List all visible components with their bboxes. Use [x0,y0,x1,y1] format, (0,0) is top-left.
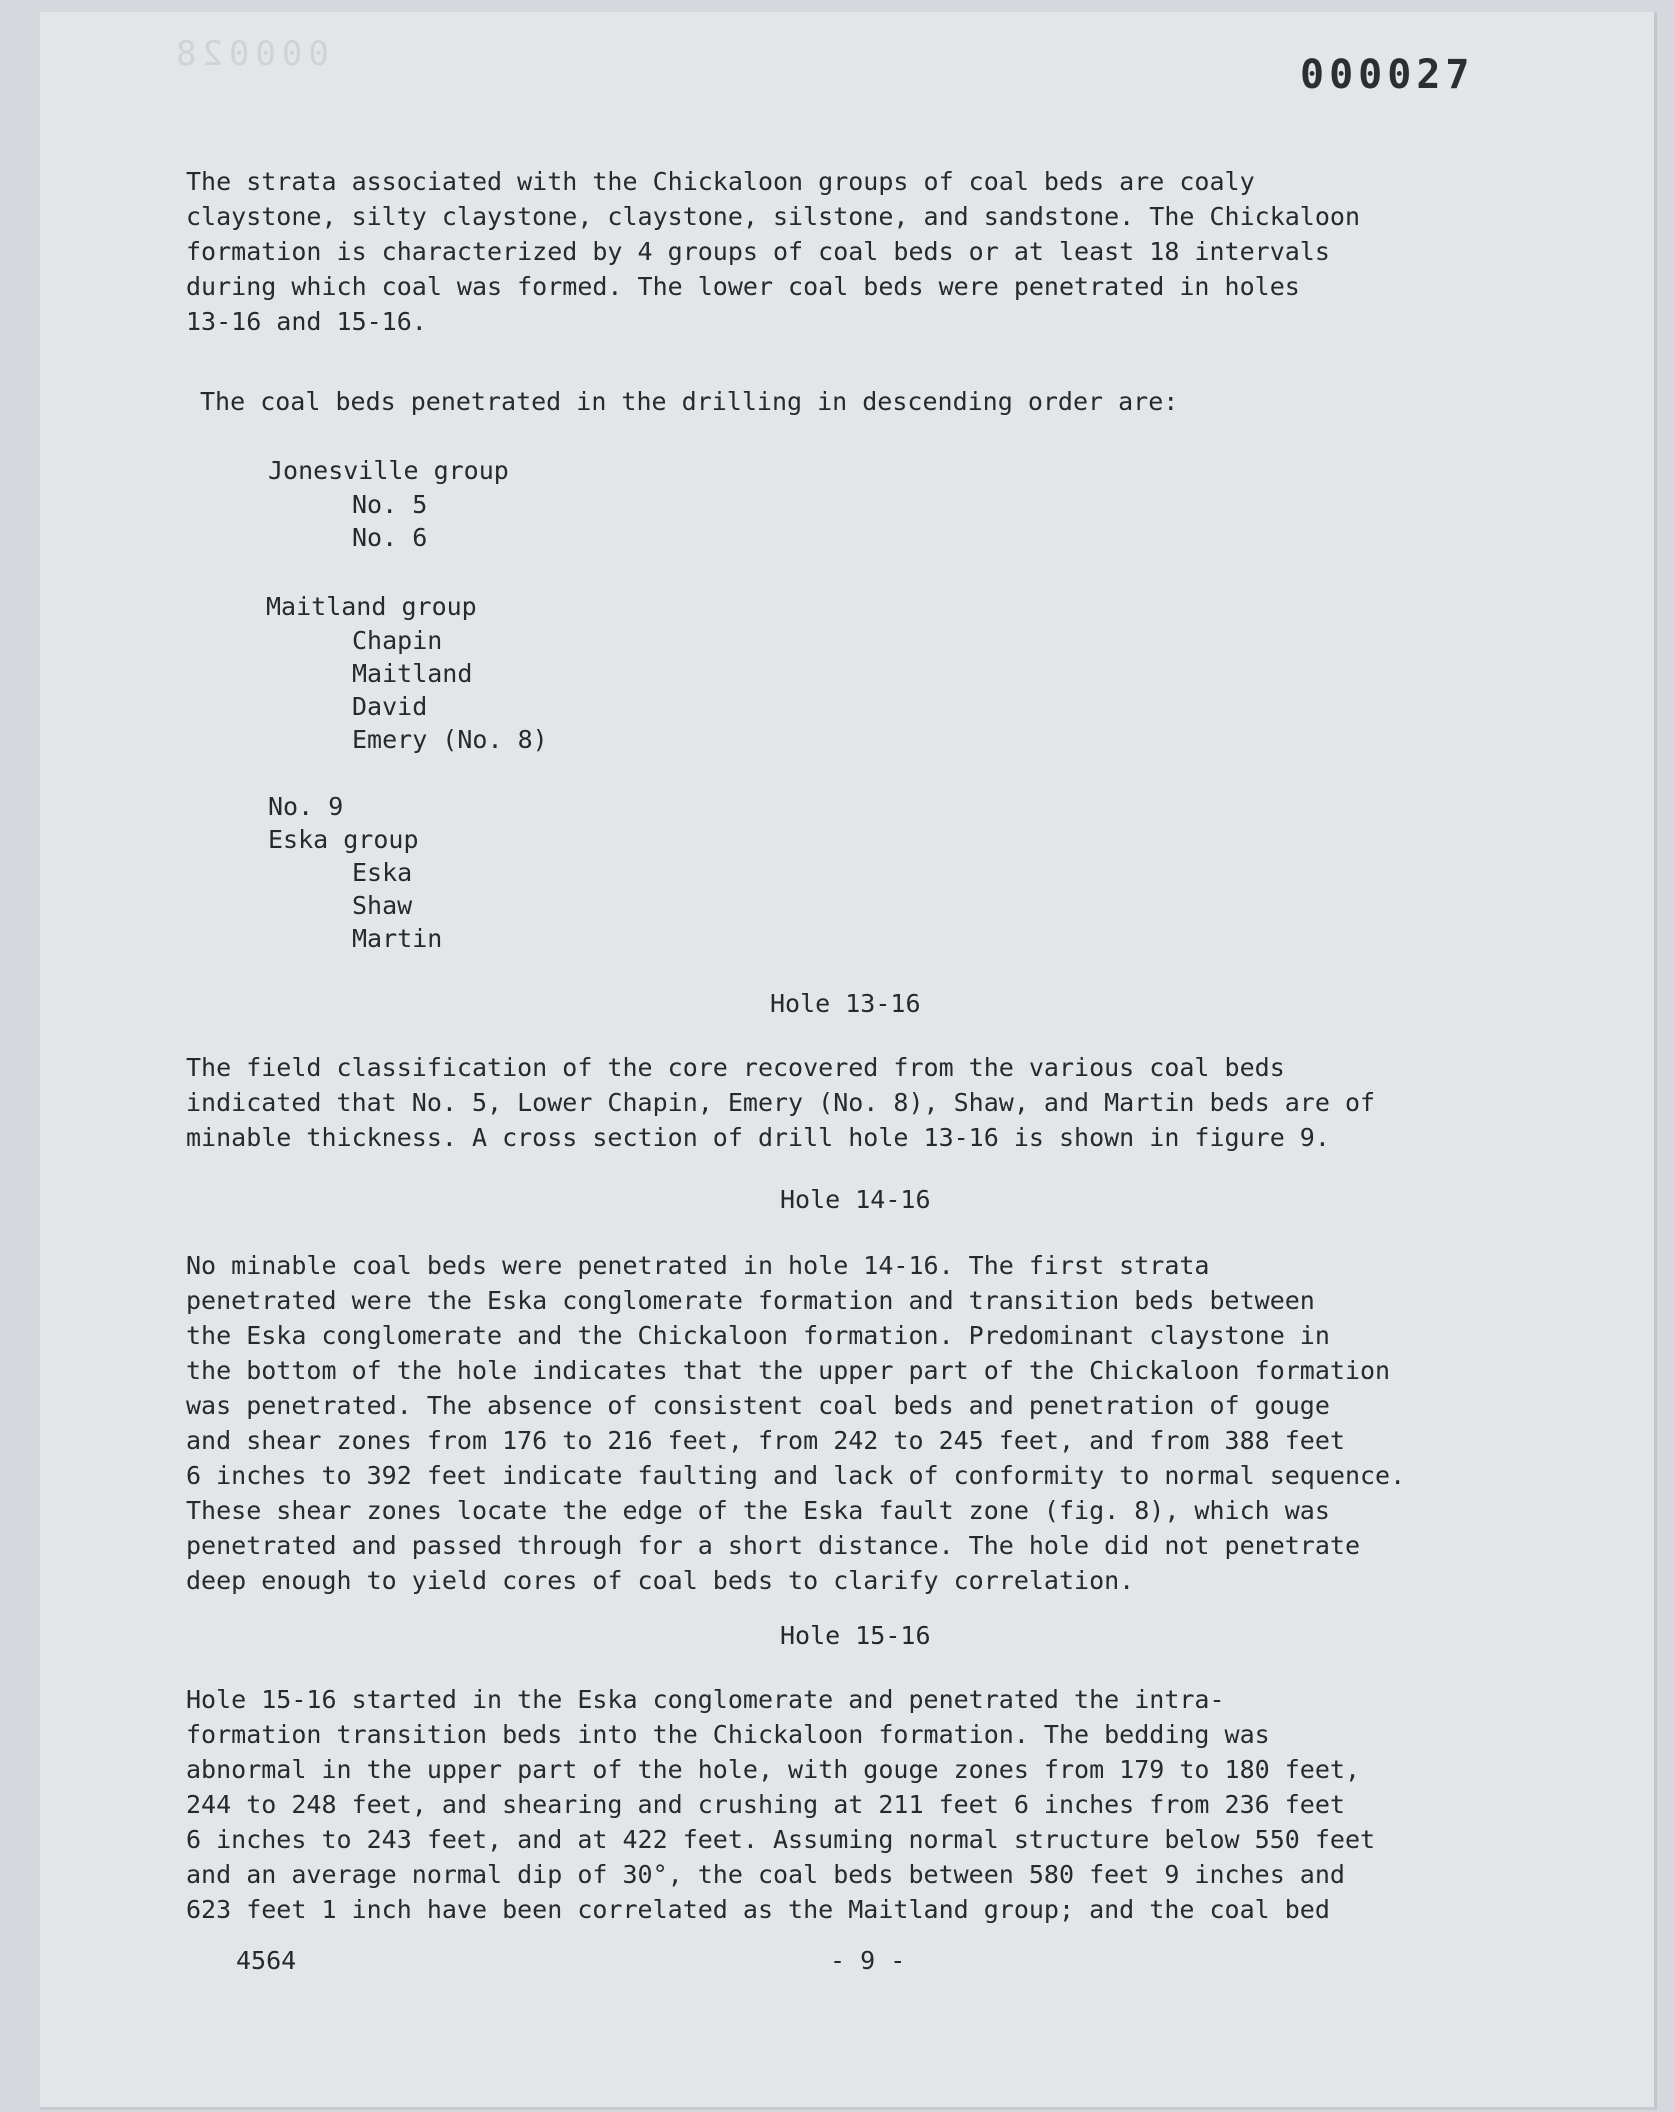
document-page [40,12,1657,2110]
heading-hole-15-16: Hole 15-16 [780,1621,931,1650]
bed-eska: Eska [352,858,413,887]
group-eska: Eska group [268,825,419,854]
bed-no-5: No. 5 [352,490,428,519]
group-maitland: Maitland group [266,592,477,621]
heading-hole-14-16: Hole 14-16 [780,1185,931,1214]
bed-martin: Martin [352,924,443,953]
document-number-stamp: 000027 [1300,52,1475,98]
bleed-through-number: 000028 [170,34,329,74]
page-number: - 9 - [830,1946,906,1975]
paragraph-hole-14-16: No minable coal beds were penetrated in hole 14-16. The first strata penetrated were the Eska conglomerate formation and transition beds between the Eska conglomerate and the Chickaloon formation. Predominant claystone in the bottom of the hole indicates that the upper part of the Chickaloon formation was penetrated. The absence of consistent coal beds and penetration of gouge and shear zones from 176 to 216 feet, from 242 to 245 feet, and from 388 feet 6 inches to 392 feet indicate faulting and lack of conformity to normal sequence. These shear zones locate the edge of the Eska fault zone (fig. 8), which was penetrated and passed through for a short distance. The hole did not penetrate deep enough to yield cores of coal beds to clarify correlation. [186,1251,1406,1595]
paragraph-hole-13-16: The field classification of the core recovered from the various coal beds indicated that No. 5, Lower Chapin, Emery (No. 8), Shaw, and Martin beds are of minable thickness. A cross section of drill hole 13-16 is shown in figure 9. [186,1053,1376,1152]
paragraph-hole-15-16: Hole 15-16 started in the Eska conglomerate and penetrated the intra- formation transition beds into the Chickaloon formation. The bedding was abnormal in the upper part of the hole, with gouge zones from 179 to 180 feet, 244 to 248 feet, and shearing and crushing at 211 feet 6 inches from 236 feet 6 inches to 243 feet, and at 422 feet. Assuming normal structure below 550 feet and an average normal dip of 30°, the coal beds between 580 feet 9 inches and 623 feet 1 inch have been correlated as the Maitland group; and the coal bed [186,1685,1376,1924]
paragraph-coal-beds-intro: The coal beds penetrated in the drilling in descending order are: [200,387,1179,416]
heading-hole-13-16: Hole 13-16 [770,989,921,1018]
bed-no-6: No. 6 [352,523,428,552]
paragraph-strata: The strata associated with the Chickaloon groups of coal beds are coaly claystone, silty claystone, claystone, silstone, and sandstone. The Chickaloon formation is characterized by 4 groups of coal beds or at least 18 intervals during which coal was formed. The lower coal beds were penetrated in holes 13-16 and 15-16. [186,167,1360,336]
bed-emery: Emery (No. 8) [352,725,548,754]
footer-doc-id: 4564 [236,1946,297,1975]
group-jonesville: Jonesville group [268,456,509,485]
bed-david: David [352,692,428,721]
bed-shaw: Shaw [352,891,413,920]
bed-maitland: Maitland [352,659,473,688]
bed-no-9: No. 9 [268,792,344,821]
bed-chapin: Chapin [352,626,443,655]
